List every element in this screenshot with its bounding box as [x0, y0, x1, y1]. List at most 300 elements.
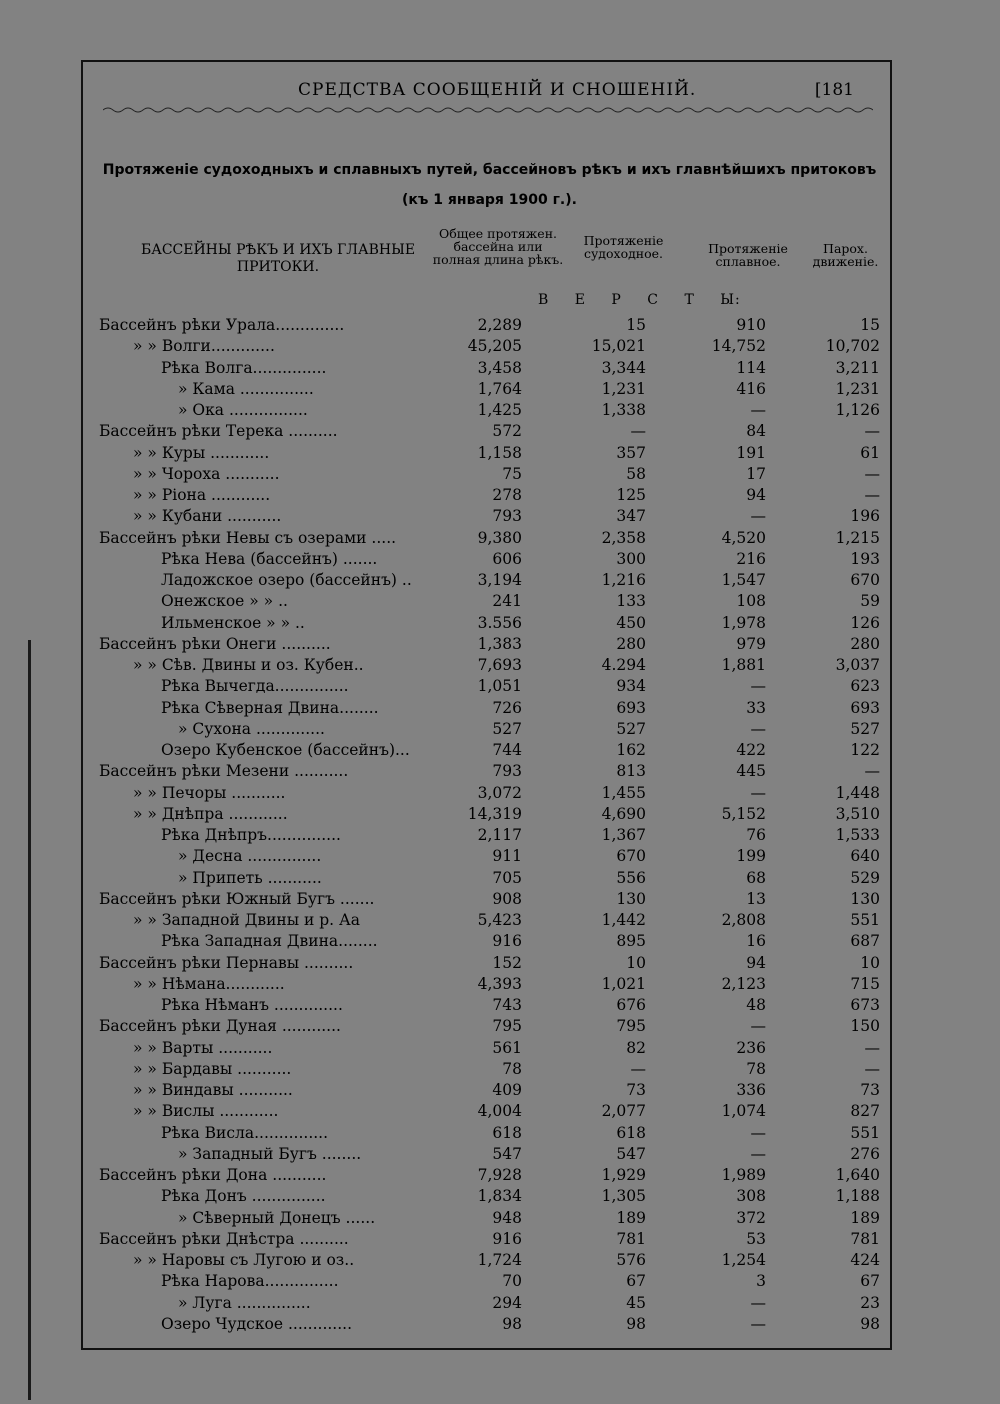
- table-title: Протяженіе судоходныхъ и сплавныхъ путей, бассейновъ рѣкъ и ихъ главнѣйшихъ притоковъ (къ 1 января 1900 г.).: [102, 162, 877, 208]
- cell-navigable: 693: [616, 698, 646, 717]
- row-name: » » Виндавы ...........: [133, 1081, 293, 1099]
- cell-steam: 1,231: [835, 379, 880, 398]
- table-row: [83, 634, 894, 655]
- cell-steam: 130: [850, 889, 880, 908]
- cell-total: 294: [492, 1293, 522, 1312]
- cell-total: 78: [502, 1059, 522, 1078]
- cell-navigable: 347: [616, 507, 646, 526]
- cell-raftable: —: [750, 507, 766, 526]
- header-steam: Парох. движеніе.: [812, 241, 879, 269]
- cell-navigable: 125: [616, 486, 646, 504]
- cell-steam: 715: [850, 974, 880, 993]
- cell-navigable: 1,216: [601, 571, 646, 589]
- table-row: [83, 846, 894, 867]
- row-name: Бассейнъ рѣки Пернавы ..........: [99, 953, 354, 972]
- cell-navigable: 1,929: [601, 1166, 646, 1184]
- cell-raftable: 76: [746, 826, 766, 844]
- row-name: Бассейнъ рѣки Онеги ..........: [99, 634, 331, 653]
- row-name: » » Куры ............: [133, 443, 270, 462]
- table-row: [83, 804, 894, 825]
- cell-raftable: 1,254: [721, 1251, 766, 1269]
- cell-raftable: 2,123: [721, 974, 766, 993]
- cell-raftable: 1,989: [721, 1166, 766, 1184]
- table-row: [83, 358, 894, 379]
- row-name: » » Западной Двины и р. Аа: [133, 911, 361, 929]
- cell-total: 527: [492, 719, 522, 738]
- cell-total: 793: [492, 507, 522, 526]
- cell-total: 547: [492, 1144, 522, 1163]
- cell-raftable: 199: [736, 847, 766, 866]
- cell-steam: 59: [860, 592, 880, 611]
- cell-navigable: 450: [616, 613, 646, 632]
- row-name: Рѣка Вычегда...............: [161, 677, 349, 696]
- cell-total: 98: [502, 1314, 522, 1333]
- row-name: Бассейнъ рѣки Мезени ...........: [99, 762, 349, 781]
- page-number: [181: [814, 80, 854, 100]
- table-row: [83, 1144, 894, 1165]
- cell-steam: 10: [860, 953, 880, 972]
- cell-total: 2,289: [477, 316, 522, 334]
- cell-steam: 670: [850, 571, 880, 589]
- page-frame: [81, 60, 892, 1350]
- cell-total: 5,423: [477, 911, 522, 929]
- units-label: В Е Р С Т Ы:: [538, 292, 741, 308]
- table-body: [83, 315, 894, 1335]
- table-row: [83, 591, 894, 612]
- row-name: Ладожское озеро (бассейнъ) ..: [161, 571, 412, 589]
- row-name: » » Варты ...........: [133, 1038, 273, 1057]
- cell-raftable: 1,074: [721, 1102, 766, 1121]
- cell-navigable: 357: [616, 443, 646, 462]
- cell-steam: 73: [860, 1081, 880, 1099]
- cell-total: 4,004: [477, 1102, 522, 1121]
- row-name: » » Сѣв. Двины и оз. Кубен..: [133, 656, 364, 674]
- cell-total: 1,158: [477, 443, 522, 462]
- cell-total: 1,051: [477, 677, 522, 696]
- cell-total: 705: [492, 868, 522, 887]
- cell-total: 793: [492, 762, 522, 781]
- cell-total: 744: [492, 741, 522, 759]
- cell-navigable: —: [630, 1059, 646, 1078]
- cell-navigable: 1,021: [601, 974, 646, 993]
- cell-navigable: 1,305: [601, 1187, 646, 1206]
- cell-raftable: 979: [736, 634, 766, 653]
- cell-total: 1,834: [477, 1187, 522, 1206]
- row-name: » » Чороха ...........: [133, 464, 280, 483]
- table-row: [83, 464, 894, 485]
- table-row: [83, 528, 894, 549]
- cell-navigable: 2,077: [601, 1102, 646, 1121]
- cell-raftable: 1,881: [721, 656, 766, 674]
- cell-navigable: 15,021: [591, 337, 646, 356]
- cell-navigable: 556: [616, 868, 646, 887]
- cell-navigable: 676: [616, 996, 646, 1014]
- row-name: » » Бардавы ...........: [133, 1059, 292, 1078]
- cell-steam: 3,211: [835, 358, 880, 377]
- row-name: Рѣка Нѣманъ ..............: [161, 996, 343, 1014]
- row-name: » Кама ...............: [178, 379, 314, 398]
- row-name: Бассейнъ рѣки Южный Бугъ .......: [99, 889, 375, 908]
- cell-steam: —: [864, 762, 880, 781]
- cell-navigable: 82: [626, 1038, 646, 1057]
- row-name: Рѣка Нарова...............: [161, 1272, 339, 1291]
- row-name: Озеро Чудское .............: [161, 1314, 353, 1333]
- cell-raftable: —: [750, 401, 766, 419]
- row-name: Рѣка Донъ ...............: [161, 1187, 326, 1206]
- cell-raftable: 17: [746, 464, 766, 483]
- cell-total: 916: [492, 932, 522, 951]
- cell-steam: —: [864, 1038, 880, 1057]
- cell-raftable: 5,152: [721, 804, 766, 823]
- row-name: » Припеть ...........: [178, 868, 322, 887]
- table-row: [83, 1208, 894, 1229]
- cell-steam: 1,215: [835, 528, 880, 547]
- cell-navigable: 4,690: [601, 804, 646, 823]
- table-row: [83, 698, 894, 719]
- row-name: » Десна ...............: [178, 847, 322, 866]
- cell-navigable: —: [630, 422, 646, 441]
- cell-navigable: 2,358: [601, 528, 646, 547]
- cell-navigable: 813: [616, 762, 646, 781]
- cell-total: 2,117: [477, 826, 522, 844]
- cell-steam: 551: [850, 1123, 880, 1142]
- cell-steam: 640: [850, 847, 880, 866]
- row-name: » Сухона ..............: [178, 719, 325, 738]
- cell-steam: 3,037: [835, 656, 880, 674]
- cell-raftable: 78: [746, 1059, 766, 1078]
- table-row: [83, 315, 894, 336]
- cell-total: 561: [492, 1038, 522, 1057]
- cell-navigable: 934: [616, 677, 646, 696]
- cell-navigable: 73: [626, 1081, 646, 1099]
- cell-raftable: 33: [746, 698, 766, 717]
- table-row: [83, 889, 894, 910]
- table-row: [83, 549, 894, 570]
- cell-total: 606: [492, 549, 522, 568]
- cell-raftable: —: [750, 1123, 766, 1142]
- scan-edge-line: [28, 640, 31, 1400]
- table-row: [83, 931, 894, 952]
- cell-total: 1,425: [477, 401, 522, 419]
- cell-total: 1,383: [477, 634, 522, 653]
- header-basins: БАССЕЙНЫ РѢКЪ И ИХЪ ГЛАВНЫЕ ПРИТОКИ.: [140, 242, 416, 275]
- cell-steam: 189: [850, 1208, 880, 1227]
- cell-steam: 781: [850, 1229, 880, 1248]
- row-name: » » Днѣпра ............: [133, 804, 288, 823]
- table-row: [83, 485, 894, 506]
- cell-total: 1,764: [477, 379, 522, 398]
- cell-steam: 196: [850, 507, 880, 526]
- table-row: [83, 1059, 894, 1080]
- cell-steam: 527: [850, 719, 880, 738]
- cell-raftable: 2,808: [721, 911, 766, 929]
- table-row: [83, 1229, 894, 1250]
- cell-raftable: 4,520: [721, 528, 766, 547]
- cell-raftable: 114: [736, 358, 766, 377]
- cell-steam: —: [864, 1059, 880, 1078]
- cell-total: 3,194: [477, 571, 522, 589]
- row-name: » » Нѣмана............: [133, 974, 285, 993]
- cell-steam: 424: [850, 1251, 880, 1269]
- cell-steam: 3,510: [835, 804, 880, 823]
- cell-steam: 687: [850, 932, 880, 951]
- cell-raftable: 1,978: [721, 613, 766, 632]
- cell-navigable: 547: [616, 1144, 646, 1163]
- cell-navigable: 795: [616, 1017, 646, 1036]
- row-name: Рѣка Днѣпръ...............: [161, 826, 341, 844]
- row-name: Рѣка Висла...............: [161, 1123, 329, 1142]
- cell-steam: 122: [850, 741, 880, 759]
- cell-total: 572: [492, 422, 522, 441]
- cell-raftable: 94: [746, 486, 766, 504]
- cell-raftable: —: [750, 1017, 766, 1036]
- cell-steam: 1,533: [835, 826, 880, 844]
- row-name: Ильменское » » ..: [161, 613, 305, 632]
- cell-steam: 98: [860, 1314, 880, 1333]
- cell-steam: 673: [850, 996, 880, 1014]
- cell-steam: 1,126: [835, 401, 880, 419]
- cell-navigable: 1,231: [601, 379, 646, 398]
- cell-navigable: 98: [626, 1314, 646, 1333]
- cell-raftable: 16: [746, 932, 766, 951]
- cell-raftable: 108: [736, 592, 766, 611]
- header-raftable: Протяженіе сплавное.: [708, 241, 788, 269]
- cell-navigable: 67: [626, 1272, 646, 1291]
- cell-raftable: —: [750, 719, 766, 738]
- cell-steam: 827: [850, 1102, 880, 1121]
- table-row: [83, 336, 894, 357]
- cell-steam: 280: [850, 634, 880, 653]
- cell-total: 70: [502, 1272, 522, 1291]
- cell-steam: 276: [850, 1144, 880, 1163]
- row-name: » » Кубани ...........: [133, 507, 282, 526]
- cell-raftable: 445: [736, 762, 766, 781]
- table-row: [83, 1165, 894, 1186]
- table-row: [83, 783, 894, 804]
- cell-steam: 1,640: [835, 1166, 880, 1184]
- cell-navigable: 781: [616, 1229, 646, 1248]
- table-row: [83, 910, 894, 931]
- row-name: Онежское » » ..: [161, 592, 288, 611]
- cell-navigable: 10: [626, 953, 646, 972]
- cell-steam: 693: [850, 698, 880, 717]
- cell-navigable: 300: [616, 549, 646, 568]
- table-row: [83, 825, 894, 846]
- cell-total: 618: [492, 1123, 522, 1142]
- cell-navigable: 45: [626, 1293, 646, 1312]
- cell-total: 14,319: [467, 804, 522, 823]
- cell-raftable: —: [750, 1314, 766, 1333]
- row-name: » » Наровы съ Лугою и оз..: [133, 1251, 355, 1269]
- table-row: [83, 868, 894, 889]
- table-row: [83, 1271, 894, 1292]
- header-total-length: Общее протяжен. бассейна или полная длина рѣкъ.: [432, 226, 564, 267]
- cell-navigable: 618: [616, 1123, 646, 1142]
- table-row: [83, 506, 894, 527]
- cell-raftable: —: [750, 1144, 766, 1163]
- cell-navigable: 162: [616, 741, 646, 759]
- cell-raftable: —: [750, 677, 766, 696]
- cell-total: 278: [492, 486, 522, 504]
- row-name: Бассейнъ рѣки Невы съ озерами .....: [99, 528, 397, 547]
- table-row: [83, 379, 894, 400]
- cell-total: 7,693: [477, 656, 522, 674]
- cell-raftable: 372: [736, 1208, 766, 1227]
- table-row: [83, 1080, 894, 1101]
- cell-raftable: 3: [756, 1272, 766, 1291]
- cell-raftable: 14,752: [711, 337, 766, 356]
- table-row: [83, 719, 894, 740]
- cell-raftable: 68: [746, 868, 766, 887]
- cell-steam: —: [864, 422, 880, 441]
- table-row: [83, 740, 894, 761]
- cell-total: 9,380: [477, 528, 522, 547]
- row-name: Бассейнъ рѣки Дуная ............: [99, 1017, 341, 1036]
- header-navigable: Протяженіе судоходное.: [583, 233, 664, 261]
- cell-total: 45,205: [467, 337, 522, 356]
- row-name: » » Вислы ............: [133, 1102, 279, 1121]
- cell-steam: 551: [850, 911, 880, 929]
- table-row: [83, 1038, 894, 1059]
- cell-total: 75: [502, 464, 522, 483]
- cell-total: 795: [492, 1017, 522, 1036]
- cell-steam: 1,448: [835, 783, 880, 802]
- row-name: Рѣка Сѣверная Двина........: [161, 698, 379, 717]
- row-name: Бассейнъ рѣки Урала..............: [99, 316, 345, 334]
- row-name: Озеро Кубенское (бассейнъ)...: [161, 741, 410, 759]
- cell-steam: 193: [850, 549, 880, 568]
- table-row: [83, 421, 894, 442]
- cell-steam: 126: [850, 613, 880, 632]
- running-title: СРЕДСТВА СООБЩЕНІЙ И СНОШЕНІЙ.: [298, 80, 697, 100]
- cell-raftable: 94: [746, 953, 766, 972]
- table-row: [83, 761, 894, 782]
- cell-raftable: 1,547: [721, 571, 766, 589]
- cell-navigable: 58: [626, 464, 646, 483]
- table-row: [83, 400, 894, 421]
- cell-total: 7,928: [477, 1166, 522, 1184]
- table-row: [83, 655, 894, 676]
- cell-total: 3,072: [477, 783, 522, 802]
- cell-total: 911: [492, 847, 522, 866]
- cell-navigable: 1,338: [601, 401, 646, 419]
- cell-raftable: —: [750, 1293, 766, 1312]
- cell-navigable: 1,367: [601, 826, 646, 844]
- row-name: » » Печоры ...........: [133, 783, 286, 802]
- cell-total: 1,724: [477, 1251, 522, 1269]
- cell-raftable: 336: [736, 1081, 766, 1099]
- cell-steam: 61: [860, 443, 880, 462]
- cell-navigable: 576: [616, 1251, 646, 1269]
- row-name: » Луга ...............: [178, 1293, 311, 1312]
- table-row: [83, 953, 894, 974]
- cell-total: 948: [492, 1208, 522, 1227]
- cell-raftable: 216: [736, 549, 766, 568]
- cell-total: 3.556: [477, 613, 522, 632]
- cell-raftable: 13: [746, 889, 766, 908]
- cell-raftable: 236: [736, 1038, 766, 1057]
- table-row: [83, 1293, 894, 1314]
- table-row: [83, 1123, 894, 1144]
- cell-steam: 623: [850, 677, 880, 696]
- cell-steam: 529: [850, 868, 880, 887]
- cell-total: 152: [492, 953, 522, 972]
- table-row: [83, 995, 894, 1016]
- table-row: [83, 974, 894, 995]
- cell-total: 3,458: [477, 358, 522, 377]
- cell-raftable: 416: [736, 379, 766, 398]
- cell-total: 743: [492, 996, 522, 1014]
- cell-steam: 23: [860, 1293, 880, 1312]
- cell-raftable: —: [750, 783, 766, 802]
- table-row: [83, 443, 894, 464]
- row-name: Рѣка Волга...............: [161, 358, 327, 377]
- cell-raftable: 191: [736, 443, 766, 462]
- row-name: » Западный Бугъ ........: [178, 1144, 362, 1163]
- wavy-rule: [103, 106, 873, 114]
- row-name: » Сѣверный Донецъ ......: [178, 1208, 376, 1227]
- row-name: Рѣка Нева (бассейнъ) .......: [161, 549, 378, 568]
- cell-navigable: 130: [616, 889, 646, 908]
- row-name: » Ока ................: [178, 401, 308, 419]
- cell-steam: —: [864, 486, 880, 504]
- cell-navigable: 280: [616, 634, 646, 653]
- cell-total: 916: [492, 1229, 522, 1248]
- cell-navigable: 1,455: [601, 783, 646, 802]
- row-name: Рѣка Западная Двина........: [161, 932, 378, 951]
- table-row: [83, 1186, 894, 1207]
- cell-steam: —: [864, 464, 880, 483]
- table-row: [83, 1016, 894, 1037]
- row-name: Бассейнъ рѣки Днѣстра ..........: [99, 1229, 349, 1248]
- row-name: » » Ріона ............: [133, 486, 271, 504]
- cell-total: 409: [492, 1081, 522, 1099]
- cell-steam: 67: [860, 1272, 880, 1291]
- row-name: Бассейнъ рѣки Терека ..........: [99, 422, 338, 441]
- table-row: [83, 1314, 894, 1335]
- cell-navigable: 1,442: [601, 911, 646, 929]
- cell-raftable: 422: [736, 741, 766, 759]
- cell-navigable: 189: [616, 1208, 646, 1227]
- cell-total: 4,393: [477, 974, 522, 993]
- table-row: [83, 613, 894, 634]
- cell-navigable: 4.294: [601, 656, 646, 674]
- cell-raftable: 308: [736, 1187, 766, 1206]
- running-head: [83, 80, 890, 104]
- cell-raftable: 48: [746, 996, 766, 1014]
- table-row: [83, 1101, 894, 1122]
- row-name: Бассейнъ рѣки Дона ...........: [99, 1166, 327, 1184]
- cell-navigable: 133: [616, 592, 646, 611]
- cell-navigable: 3,344: [601, 358, 646, 377]
- table-row: [83, 570, 894, 591]
- cell-steam: 1,188: [835, 1187, 880, 1206]
- table-row: [83, 1250, 894, 1271]
- cell-total: 241: [492, 592, 522, 611]
- cell-raftable: 53: [746, 1229, 766, 1248]
- cell-navigable: 895: [616, 932, 646, 951]
- cell-steam: 15: [860, 316, 880, 334]
- cell-total: 908: [492, 889, 522, 908]
- cell-navigable: 15: [626, 316, 646, 334]
- cell-steam: 150: [850, 1017, 880, 1036]
- cell-navigable: 670: [616, 847, 646, 866]
- cell-total: 726: [492, 698, 522, 717]
- cell-steam: 10,702: [825, 337, 880, 356]
- table-row: [83, 676, 894, 697]
- cell-raftable: 84: [746, 422, 766, 441]
- cell-raftable: 910: [736, 316, 766, 334]
